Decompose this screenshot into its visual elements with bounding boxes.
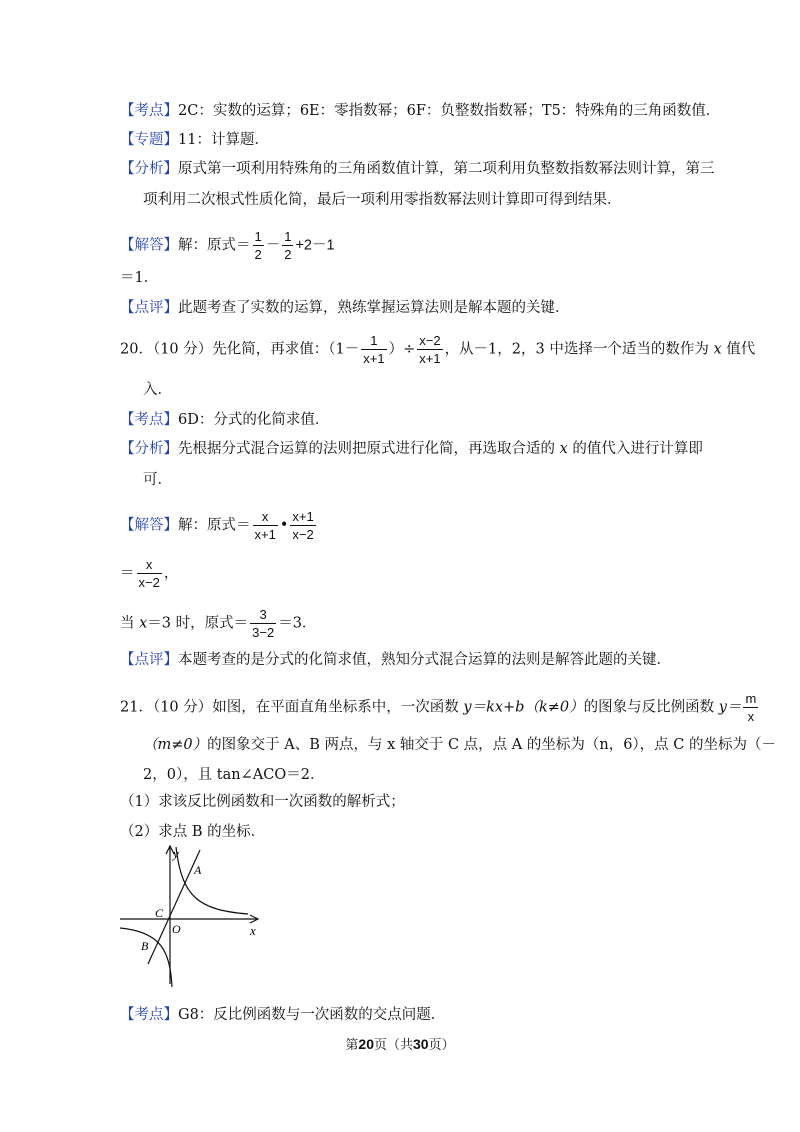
fraction-denominator: x+1 bbox=[254, 527, 276, 542]
q19-zhuanti bbox=[120, 129, 269, 151]
fraction bbox=[282, 228, 293, 263]
q20-stem bbox=[120, 332, 755, 367]
fraction-denominator: x+1 bbox=[419, 351, 441, 366]
fraction-numerator: m bbox=[745, 691, 757, 706]
expression-tail: +2－1 bbox=[295, 237, 335, 254]
q21-sub1: （1）求该反比例函数和一次函数的解析式； bbox=[120, 794, 405, 810]
dianping-tag: 【点评】 bbox=[120, 652, 178, 668]
jieda-tag: 【解答】 bbox=[120, 517, 178, 534]
label-point-c: C bbox=[155, 906, 164, 920]
kaodian-text: G8：反比例函数与一次函数的交点问题． bbox=[178, 1007, 446, 1023]
q20-fenxi bbox=[120, 438, 703, 460]
jieda-tag: 【解答】 bbox=[120, 237, 178, 254]
stem-text: ）÷ bbox=[388, 341, 416, 358]
stem-text: 20．（10 分）先化简，再求值：（1－ bbox=[120, 341, 360, 358]
zhuanti-tag: 【专题】 bbox=[120, 132, 178, 148]
fraction bbox=[137, 556, 162, 591]
footer-text: 第 bbox=[345, 1038, 359, 1053]
hyperbola-branch-upper bbox=[176, 847, 248, 914]
q19-fenxi bbox=[120, 158, 715, 180]
fraction-numerator: 1 bbox=[254, 229, 262, 244]
footer-text: 页） bbox=[428, 1038, 455, 1053]
fenxi-text: 的值代入进行计算即 bbox=[567, 441, 703, 457]
total-pages: 30 bbox=[413, 1036, 429, 1052]
dianping-tag: 【点评】 bbox=[120, 300, 178, 316]
fraction bbox=[250, 606, 276, 641]
fraction bbox=[290, 508, 315, 543]
when-text: 当 bbox=[120, 615, 140, 632]
fraction bbox=[253, 228, 264, 263]
fraction-denominator: x bbox=[747, 709, 755, 724]
fraction-denominator: 2 bbox=[254, 247, 262, 262]
kaodian-text: 6D：分式的化简求值． bbox=[178, 412, 330, 428]
q19-dianping bbox=[120, 297, 570, 319]
zhuanti-text: 11：计算题． bbox=[178, 132, 269, 148]
comma: ， bbox=[163, 565, 179, 582]
jieda-prefix: 解：原式＝ bbox=[178, 517, 251, 534]
fraction-denominator: 2 bbox=[284, 247, 292, 262]
q19-jieda bbox=[120, 228, 335, 263]
fraction-numerator: x bbox=[137, 556, 162, 574]
fenxi-text: 先根据分式混合运算的法则把原式进行化简，再选取合适的 bbox=[178, 441, 560, 457]
coordinate-diagram bbox=[118, 842, 268, 992]
fraction-numerator: 1 bbox=[361, 332, 386, 350]
fenxi-text: 原式第一项利用特殊角的三角函数值计算，第二项利用负整数指数幂法则计算，第三 bbox=[178, 161, 715, 177]
multiply-dot: • bbox=[279, 517, 289, 534]
label-x: x bbox=[250, 923, 256, 938]
fraction-numerator: x+1 bbox=[292, 509, 314, 524]
q20-dianping bbox=[120, 649, 671, 671]
footer-text: 页（共 bbox=[373, 1038, 413, 1053]
stem-text: 的图象交于 A、B 两点，与 x 轴交于 C 点，点 A 的坐标为（n，6），点 C 的坐标为（－ bbox=[207, 737, 776, 753]
label-point-a: A bbox=[194, 863, 202, 877]
stem-text: 21．（10 分）如图，在平面直角坐标系中，一次函数 bbox=[120, 699, 464, 716]
kaodian-tag: 【考点】 bbox=[120, 103, 178, 119]
when-text: ＝3． bbox=[278, 615, 317, 632]
q20-evaluation bbox=[120, 606, 316, 641]
q21-stem-line3: 2，0），且 tan∠ACO＝2． bbox=[143, 767, 325, 783]
q20-stem-line2: 入． bbox=[143, 382, 172, 398]
fraction bbox=[743, 690, 758, 725]
fraction bbox=[417, 332, 442, 367]
inverse-function: y＝ bbox=[718, 699, 742, 716]
variable-x: x bbox=[139, 615, 148, 632]
minus-sign: － bbox=[265, 237, 281, 254]
q19-kaodian bbox=[120, 100, 720, 122]
q20-fenxi-line2: 可． bbox=[143, 472, 172, 488]
q20-kaodian bbox=[120, 409, 329, 431]
jieda-prefix: 解：原式＝ bbox=[178, 237, 251, 254]
label-y: y bbox=[173, 846, 179, 861]
fraction-denominator: 3−2 bbox=[252, 625, 275, 640]
page-footer bbox=[0, 1034, 800, 1053]
q19-result: ＝1． bbox=[120, 270, 159, 286]
condition: （m≠0） bbox=[143, 737, 208, 753]
label-point-b: B bbox=[141, 939, 149, 953]
fraction-denominator: x−2 bbox=[138, 575, 160, 590]
fraction bbox=[253, 508, 278, 543]
variable-x: x bbox=[713, 341, 722, 358]
stem-text: ，从－1，2，3 中选择一个适当的数作为 bbox=[444, 341, 714, 358]
stem-text: 的图象与反比例函数 bbox=[583, 699, 719, 716]
fraction-numerator: x−2 bbox=[419, 333, 441, 348]
fraction-denominator: x+1 bbox=[363, 351, 385, 366]
fraction-numerator: 1 bbox=[284, 229, 292, 244]
fraction bbox=[361, 332, 386, 367]
q21-stem bbox=[120, 690, 760, 725]
equals-sign: ＝ bbox=[120, 565, 135, 582]
fenxi-tag: 【分析】 bbox=[120, 441, 178, 457]
q20-jieda bbox=[120, 508, 318, 543]
q21-stem-line2 bbox=[143, 734, 776, 756]
fenxi-tag: 【分析】 bbox=[120, 161, 178, 177]
stem-text: 值代 bbox=[721, 341, 756, 358]
fraction-numerator: 3 bbox=[250, 606, 276, 624]
linear-function: y＝kx+b（k≠0） bbox=[463, 699, 584, 716]
fraction-numerator: x bbox=[253, 508, 278, 526]
q19-fenxi-line2: 项利用二次根式性质化简，最后一项利用零指数幂法则计算即可得到结果． bbox=[143, 192, 622, 208]
kaodian-text: 2C：实数的运算；6E：零指数幂；6F：负整数指数幂；T5：特殊角的三角函数值． bbox=[178, 103, 721, 119]
kaodian-tag: 【考点】 bbox=[120, 1007, 178, 1023]
kaodian-tag: 【考点】 bbox=[120, 412, 178, 428]
q21-sub2: （2）求点 B 的坐标． bbox=[120, 824, 266, 840]
dianping-text: 本题考查的是分式的化简求值，熟知分式混合运算的法则是解答此题的关键． bbox=[178, 652, 671, 668]
q20-step bbox=[120, 556, 178, 591]
label-origin: O bbox=[172, 922, 181, 936]
q21-kaodian bbox=[120, 1004, 445, 1026]
fraction-denominator: x−2 bbox=[292, 527, 314, 542]
hyperbola-branch-lower bbox=[120, 928, 172, 987]
variable-x: x bbox=[559, 441, 568, 457]
page-number: 20 bbox=[358, 1036, 374, 1052]
when-text: ＝3 时，原式＝ bbox=[147, 615, 249, 632]
dianping-text: 此题考查了实数的运算，熟练掌握运算法则是解本题的关键． bbox=[178, 300, 570, 316]
